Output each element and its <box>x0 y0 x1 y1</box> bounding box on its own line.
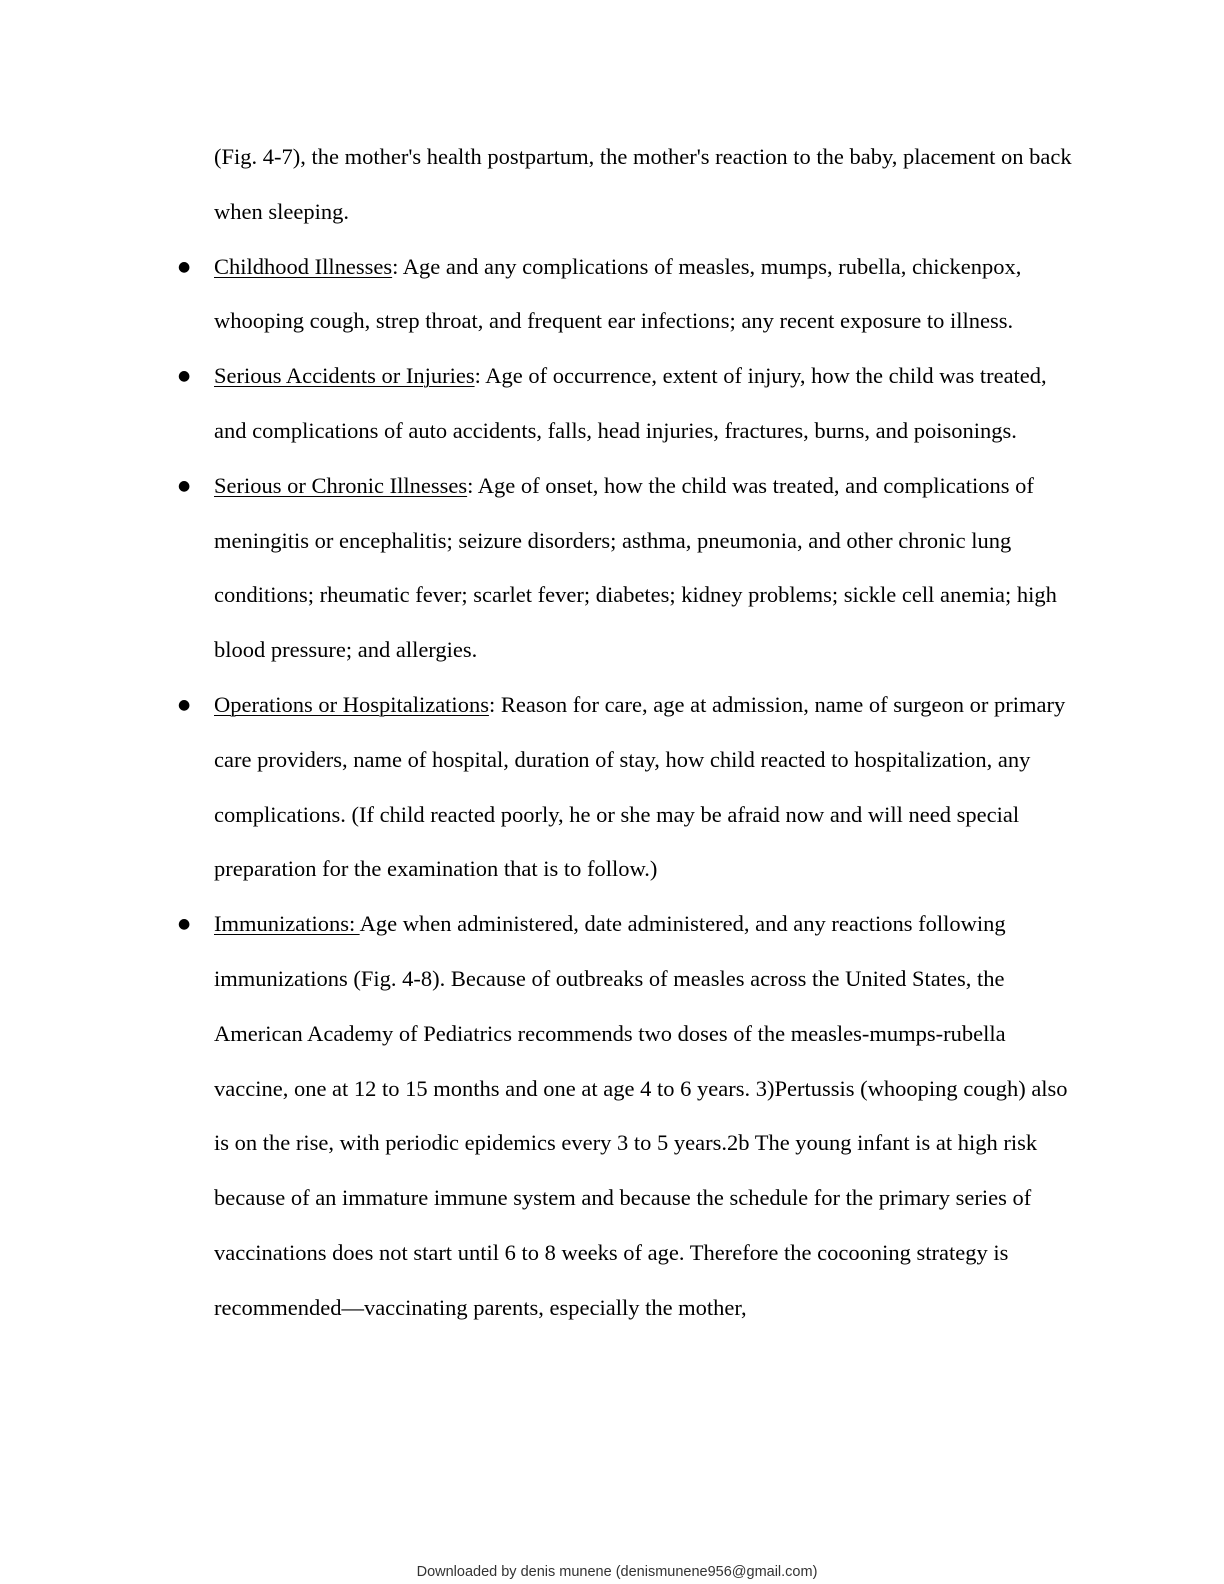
item-heading: Serious Accidents or Injuries <box>214 363 475 389</box>
history-bullet-list <box>178 240 1084 1336</box>
item-heading: Serious or Chronic Illnesses <box>214 472 468 498</box>
list-item-operations <box>178 678 1084 897</box>
item-text: Age when administered, date administered, and any reactions following immunizations (Fig. 4-8). Because of outbreaks of measles across the United States, the American Academy of Pediatrics recommends two doses of the measles-mumps-rubella vaccine, one at 12 to 15 months and one at age 4 to 6 years. 3)Pertussis (whooping cough) also is on the rise, with periodic epidemics every 3 to 5 years.2b The young infant is at high risk because of an immature immune system and because the schedule for the primary series of vaccinations does not start until 6 to 8 weeks of age. Therefore the cocooning strategy is recommended—vaccinating parents, especially the mother, <box>214 911 1068 1320</box>
item-text: Age of occurrence, extent of injury, how the child was treated, and complications of auto accidents, falls, head injuries, fractures, burns, and poisonings. <box>214 363 1047 443</box>
bullet-icon: ● <box>178 477 191 494</box>
bullet-icon: ● <box>178 258 191 275</box>
item-separator: : <box>488 691 496 717</box>
item-text: Age of onset, how the child was treated, and complications of meningitis or encephalitis; seizure disorders; asthma, pneumonia, and other chronic lung conditions; rheumatic fever; scarlet fever; diabetes; kidney problems; sickle cell anemia; high blood pressure; and allergies. <box>214 472 1057 663</box>
item-text: Reason for care, age at admission, name of surgeon or primary care providers, name of hospital, duration of stay, how child reacted to hospitalization, any complications. (If child reacted poorly, he or she may be afraid now and will need special preparation for the examination that is to follow.) <box>214 691 1066 882</box>
item-separator: : <box>474 363 481 389</box>
item-text: Age and any complications of measles, mumps, rubella, chickenpox, whooping cough, strep throat, and frequent ear infections; any recent exposure to illness. <box>214 253 1022 334</box>
list-item-immunizations <box>178 897 1084 1335</box>
item-heading: Childhood Illnesses <box>214 253 393 279</box>
continuation-paragraph: (Fig. 4-7), the mother's health postpartum, the mother's reaction to the baby, placement on back when sleeping. <box>214 144 1072 224</box>
list-item-chronic-illnesses <box>178 459 1084 678</box>
list-item-childhood-illnesses <box>178 240 1084 350</box>
item-separator: : <box>392 253 399 279</box>
download-footer: Downloaded by denis munene (denismunene956@gmail.com) <box>416 1564 818 1580</box>
list-item-serious-accidents <box>178 349 1084 459</box>
bullet-icon: ● <box>178 368 191 385</box>
item-heading: Operations or Hospitalizations <box>214 691 489 717</box>
item-heading: Immunizations: <box>214 911 360 937</box>
item-separator: : <box>467 472 474 498</box>
bullet-icon: ● <box>178 916 191 933</box>
bullet-icon: ● <box>178 696 191 713</box>
document-body <box>178 130 1084 1336</box>
